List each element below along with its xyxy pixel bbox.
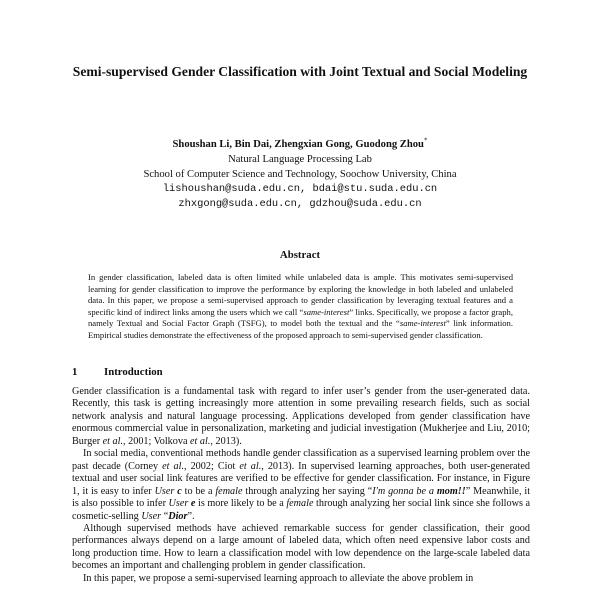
paragraph-1 xyxy=(72,386,530,448)
abstract-emphasis: same-interest xyxy=(303,306,350,317)
paragraph-4: In this paper, we propose a semi-supervised learning approach to alleviate the above problem in xyxy=(83,572,474,584)
citation-etal: et al. xyxy=(190,435,211,447)
paragraph-text: , 2013). In supervised learning approaches, both user-generated textual and user social link features are verified to be effective for gender classification. For instance, in Figure 1, it is easy to infer xyxy=(72,460,530,497)
affiliation-school: School of Computer Science and Technology, Soochow University, China xyxy=(143,169,457,180)
author-names-text: Shoushan Li, Bin Dai, Zhengxian Gong, Guodong Zhou xyxy=(172,139,424,150)
user-c-letter: c xyxy=(177,485,182,497)
user-e-letter: e xyxy=(190,498,196,510)
user-quote-bold: mom!! xyxy=(436,485,466,497)
paragraph-text: through analyzing her saying “ xyxy=(242,485,373,497)
paragraph-text: ” Meanwhile, it is also possible to infer xyxy=(72,485,531,510)
paragraph-text: is more likely to be a xyxy=(195,498,287,510)
paragraph-text: , 2002; Ciot xyxy=(184,460,240,472)
female-term: female xyxy=(286,498,314,510)
user-label: User xyxy=(141,510,162,522)
paragraph-text: to be a xyxy=(181,485,216,497)
section-title: Introduction xyxy=(104,366,163,378)
paragraph-text: Gender classification is a fundamental task with regard to infer user’s gender from the user-generated data. Recently, this task is getting increasingly more attention in some prevailing research fields, such as social network analysis and natural language processing. Applications developed from gender classification have enormous commercial value in personalization, marketing and judicial investigation (Mukherjee and Liu, 2010; Burger xyxy=(72,386,530,447)
paragraph-text: through analyzing her social link since she follows a cosmetic-selling xyxy=(72,498,530,522)
abstract-heading: Abstract xyxy=(279,249,321,261)
affiliation-lab: Natural Language Processing Lab xyxy=(228,154,372,165)
citation-etal: et al. xyxy=(239,460,262,472)
dior-label: Dior xyxy=(168,510,188,522)
paragraph-2 xyxy=(72,448,530,523)
author-emails-line1: lishoushan@suda.edu.cn, bdai@stu.suda.edu.cn xyxy=(162,183,438,195)
citation-etal: et al. xyxy=(102,435,124,447)
abstract-text-part: ” links. Specifically, we propose a factor graph, namely Textual and Social Factor Graph (TSFG), to model both the textual and the “ xyxy=(88,306,513,329)
paragraph-text: ”. xyxy=(187,510,195,522)
abstract-emphasis: same-interest xyxy=(399,318,446,329)
user-e-label: User xyxy=(168,498,191,510)
abstract-text-part: In gender classification, labeled data is often limited while unlabeled data is ample. This motivates semi-supervised learning for gender classification to improve the performance by exploring the knowledge in both labeled and unlabeled data. In this paper, we propose a semi-supervised approach to gender classification by leveraging textual features and a specific kind of indirect links among the users which we call “ xyxy=(88,272,513,317)
female-term: female xyxy=(215,485,243,497)
paragraph-text: “ xyxy=(161,510,169,522)
section-heading-introduction xyxy=(72,366,163,378)
paragraph-text: , 2013). xyxy=(210,435,242,447)
paragraph-3: Although supervised methods have achieved remarkable success for gender classification, their good performances always depend on a large amount of labeled data, which often need expensive labor costs and long production time. How to learn a classification model with low dependence on the large-scale labeled data becomes an important and challenging problem in gender classification. xyxy=(72,522,530,572)
corresponding-author-mark: * xyxy=(423,136,428,145)
citation-etal: et al. xyxy=(162,460,185,472)
paragraph-text: In social media, conventional methods handle gender classification as a supervised learning problem over the past decade (Corney xyxy=(72,448,530,472)
author-names xyxy=(60,137,540,152)
abstract-text-part: ” link information. Empirical studies demonstrate the effectiveness of the proposed approach to semi-supervised gender classification. xyxy=(88,318,513,340)
abstract-text xyxy=(88,272,513,342)
user-c-label: User xyxy=(154,485,178,497)
author-emails-line2: zhxgong@suda.edu.cn, gdzhou@suda.edu.cn xyxy=(178,198,422,210)
user-quote: I'm gonna be a xyxy=(372,485,437,497)
introduction-body xyxy=(72,386,530,585)
section-number: 1 xyxy=(72,366,78,378)
paper-title: Semi-supervised Gender Classification with Joint Textual and Social Modeling xyxy=(72,64,528,79)
author-block xyxy=(60,137,540,212)
paragraph-text: , 2001; Volkova xyxy=(123,435,191,447)
